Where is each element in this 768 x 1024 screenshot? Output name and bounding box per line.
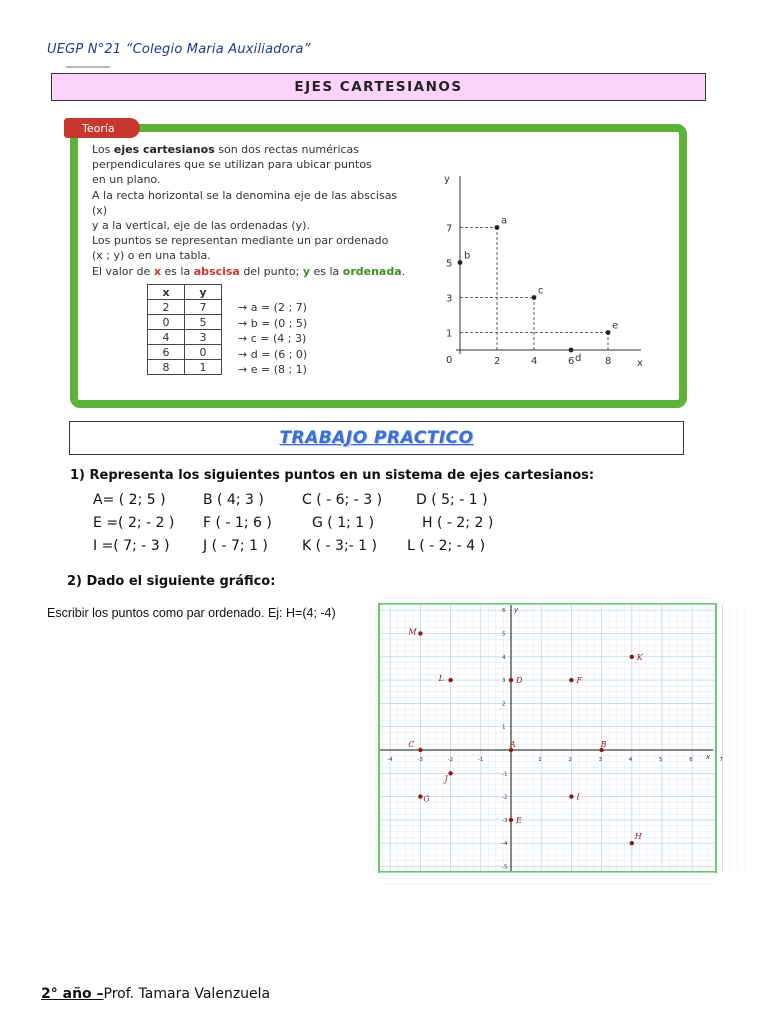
- theory-line: y a la vertical, eje de las ordenadas (y).: [92, 219, 310, 233]
- x-axis-label: x: [637, 358, 643, 369]
- y-axis-label: y: [444, 174, 450, 185]
- x-tick-label: 1: [538, 757, 542, 763]
- table-row: [148, 360, 222, 375]
- point-I: [569, 794, 573, 798]
- x-tick-label: 6: [689, 757, 693, 763]
- point-label-d: d: [575, 353, 582, 364]
- point-label-F: F: [576, 676, 582, 686]
- table-row: [148, 300, 222, 315]
- point-item: L ( - 2; - 4 ): [407, 538, 486, 554]
- ordered-pairs-list: [238, 300, 307, 378]
- y-tick-label: 6: [502, 608, 506, 615]
- theory-line: (x ; y) o en una tabla.: [92, 249, 211, 263]
- table-row: [148, 315, 222, 330]
- practice-banner: [69, 421, 684, 455]
- origin-label: 0: [446, 355, 453, 366]
- point-label-e: e: [612, 320, 619, 332]
- question-2: 2) Dado el siguiente gráfico:: [67, 574, 276, 589]
- point-label-b: b: [464, 250, 471, 262]
- point-item: J ( - 7; 1 ): [203, 538, 268, 554]
- y-tick-label: 1: [502, 724, 506, 731]
- theory-term: ejes cartesianos: [113, 143, 215, 156]
- table-cell: 5: [185, 315, 222, 330]
- point-K: [630, 655, 634, 659]
- x-tick-label: 7: [719, 757, 723, 763]
- x-tick-label: -3: [417, 757, 423, 763]
- ordered-pair: → c = (4 ; 3): [238, 332, 307, 345]
- y-tick-label: 5: [502, 631, 506, 638]
- cartesian-graph: [380, 605, 723, 871]
- title-banner: [51, 73, 706, 101]
- point-H: [630, 841, 634, 845]
- y-tick-label: 7: [446, 223, 453, 235]
- point-item: I =( 7; - 3 ): [93, 538, 170, 554]
- y-tick-label: -4: [502, 841, 508, 848]
- point-label-G: G: [423, 794, 430, 804]
- y-tick-label: 5: [446, 258, 453, 270]
- point-label-K: K: [636, 652, 643, 662]
- point-D: [509, 678, 513, 682]
- point-item: G ( 1; 1 ): [312, 515, 375, 531]
- point-E: [509, 818, 513, 822]
- point-label-B: B: [600, 740, 607, 749]
- point-label-C: C: [408, 740, 415, 749]
- point-label-J: J: [444, 774, 448, 784]
- point-label-D: D: [516, 676, 523, 686]
- theory-text: [92, 142, 412, 279]
- point-item: D ( 5; - 1 ): [416, 492, 488, 508]
- point-J: [448, 771, 452, 775]
- y-tick-label: -2: [502, 794, 508, 801]
- ordered-pair: → b = (0 ; 5): [238, 316, 308, 330]
- table-cell: 0: [148, 315, 185, 330]
- cartesian-graph-frame: [378, 603, 723, 873]
- point-item: A= ( 2; 5 ): [93, 492, 166, 508]
- theory-line: en un plano.: [92, 173, 161, 187]
- theory-tab: Teoría: [64, 118, 140, 138]
- footer-grade: 2° año –: [41, 986, 104, 1002]
- question-1: 1) Representa los siguientes puntos en un sistema de ejes cartesianos:: [70, 468, 595, 483]
- table-cell: 2: [148, 300, 185, 315]
- point-item: H ( - 2; 2 ): [422, 515, 494, 531]
- table-cell: 3: [185, 330, 222, 345]
- x-tick-label: 2: [568, 757, 572, 763]
- y-tick-label: 2: [502, 701, 506, 708]
- x-tick-label: 2: [494, 356, 501, 367]
- theory-line: perpendiculares que se utilizan para ubicar puntos: [92, 158, 372, 172]
- practice-title: TRABAJO PRACTICO: [279, 428, 474, 448]
- point-item: F ( - 1; 6 ): [203, 515, 272, 531]
- header-divider: [66, 66, 110, 68]
- theory-line: A la recta horizontal se la denomina eje de las abscisas (x): [92, 188, 398, 217]
- x-tick-label: 8: [605, 356, 612, 367]
- footer-teacher: Prof. Tamara Valenzuela: [103, 986, 271, 1002]
- ordered-pair: → a = (2 ; 7): [238, 301, 307, 314]
- point-G: [418, 794, 422, 798]
- point-item: K ( - 3;- 1 ): [302, 538, 377, 554]
- x-tick-label: -4: [387, 757, 393, 763]
- table-cell: 1: [185, 360, 222, 375]
- table-row: [148, 345, 222, 360]
- point-item: B ( 4; 3 ): [203, 492, 264, 508]
- table-header-y: y: [185, 285, 222, 300]
- theory-line: El valor de x es la abscisa del punto; y es la ordenada.: [92, 264, 406, 278]
- x-tick-label: 3: [598, 757, 603, 763]
- table-cell: 8: [148, 360, 185, 375]
- y-axis-label: y: [514, 606, 519, 614]
- theory-line: Los ejes cartesianos son dos rectas numéricas: [92, 143, 360, 156]
- point-label-a: a: [501, 215, 508, 227]
- table-header-x: x: [148, 285, 185, 300]
- point-item: E =( 2; - 2 ): [93, 515, 175, 531]
- point-label-c: c: [538, 285, 544, 297]
- x-axis-label: x: [706, 753, 711, 761]
- school-name: UEGP N°21 “Colegio Maria Auxiliadora”: [47, 42, 311, 57]
- table-cell: 0: [185, 345, 222, 360]
- point-c: [532, 295, 537, 300]
- point-b: [458, 260, 463, 265]
- theory-example-graph: [436, 168, 656, 378]
- x-tick-label: 5: [659, 757, 663, 763]
- point-label-L: L: [438, 674, 444, 684]
- point-label-M: M: [408, 627, 417, 637]
- x-tick-label: -1: [477, 757, 484, 763]
- ordered-pair: → e = (8 ; 1): [238, 363, 307, 376]
- x-tick-label: -2: [447, 757, 454, 763]
- y-tick-label: 3: [446, 293, 453, 305]
- page-title: EJES CARTESIANOS: [294, 79, 463, 95]
- footer: [41, 986, 270, 1002]
- point-a: [495, 225, 500, 230]
- point-e: [606, 330, 611, 335]
- point-d: [569, 348, 574, 353]
- ordered-pair: → d = (6 ; 0): [238, 347, 308, 361]
- table-row: [148, 330, 222, 345]
- x-tick-label: 4: [628, 757, 633, 763]
- y-tick-label: 4: [502, 654, 506, 661]
- x-tick-label: 6: [568, 356, 575, 367]
- xy-table: [147, 284, 222, 375]
- question-2-instruction: Escribir los puntos como par ordenado. Ej: H=(4; -4): [47, 606, 336, 620]
- point-label-A: A: [510, 740, 516, 749]
- y-tick-label: 1: [446, 328, 453, 340]
- point-F: [569, 678, 573, 682]
- point-C: [418, 748, 422, 752]
- theory-line: Los puntos se representan mediante un par ordenado: [92, 234, 389, 248]
- table-cell: 7: [185, 300, 222, 315]
- y-tick-label: -1: [502, 771, 508, 778]
- y-tick-label: -5: [502, 864, 508, 871]
- point-label-I: I: [576, 792, 580, 802]
- table-cell: 6: [148, 345, 185, 360]
- point-label-H: H: [634, 832, 642, 842]
- x-tick-label: 4: [531, 356, 538, 367]
- table-cell: 4: [148, 330, 185, 345]
- point-M: [418, 631, 422, 635]
- point-L: [448, 678, 452, 682]
- point-label-E: E: [516, 815, 522, 825]
- point-item: C ( - 6; - 3 ): [302, 492, 383, 508]
- y-tick-label: 3: [502, 678, 506, 685]
- y-tick-label: -3: [502, 817, 508, 824]
